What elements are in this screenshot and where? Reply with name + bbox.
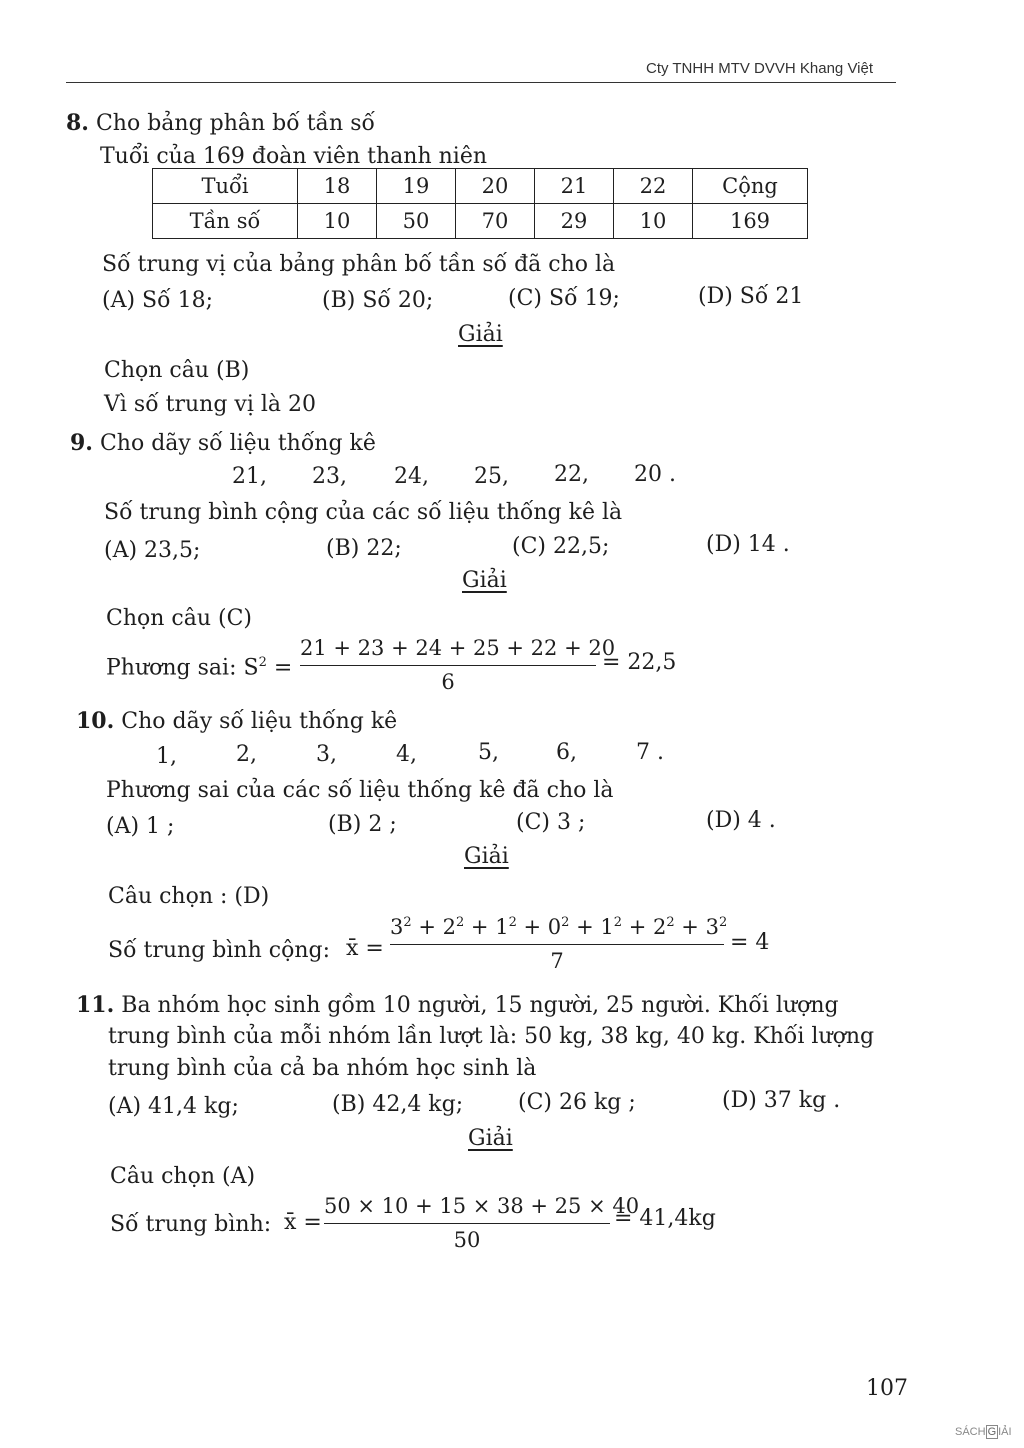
q9-question: Số trung bình cộng của các số liệu thống kê là: [104, 500, 623, 525]
q8-option-a: (A) Số 18;: [102, 288, 213, 313]
q9-value: 25,: [474, 464, 509, 489]
q9-option-a: (A) 23,5;: [104, 538, 201, 563]
q11-line2: trung bình của mỗi nhóm lần lượt là: 50 kg, 38 kg, 40 kg. Khối lượng: [108, 1024, 875, 1049]
q10-solution-heading: Giải: [464, 844, 509, 869]
q9-value: 20 .: [634, 462, 676, 487]
q10-block: [76, 710, 397, 733]
q9-solution-heading: Giải: [462, 568, 507, 593]
q11-result: = 41,4kg: [614, 1206, 716, 1231]
q11-solution-heading: Giải: [468, 1126, 513, 1151]
q8-question: Số trung vị của bảng phân bố tần số đã cho là: [102, 252, 616, 277]
table-cell: Tần số: [153, 204, 298, 239]
q8-option-d: (D) Số 21: [698, 284, 804, 309]
q11-answer: Câu chọn (A): [110, 1164, 256, 1189]
table-cell: 20: [456, 169, 535, 204]
q10-answer: Câu chọn : (D): [108, 884, 270, 909]
table-cell: 50: [377, 204, 456, 239]
table-cell: 169: [693, 204, 808, 239]
q10-intro: Cho dãy số liệu thống kê: [121, 709, 398, 734]
q9-intro: Cho dãy số liệu thống kê: [99, 431, 376, 456]
q9-answer: Chọn câu (C): [106, 606, 253, 631]
table-cell: 21: [535, 169, 614, 204]
q11-formula-label: Số trung bình:: [110, 1212, 272, 1237]
q8-block: [66, 112, 375, 135]
numerator: 50 × 10 + 15 × 38 + 25 × 40: [324, 1194, 640, 1218]
publisher-header: Cty TNHH MTV DVVH Khang Việt: [646, 60, 874, 77]
q9-value: 23,: [312, 464, 347, 489]
q8-number: 8.: [66, 110, 89, 136]
q10-value: 3,: [316, 742, 337, 767]
frequency-table: [152, 168, 808, 239]
q10-result: = 4: [730, 930, 770, 955]
q11-option-c: (C) 26 kg ;: [518, 1090, 636, 1115]
q10-value: 2,: [236, 742, 257, 767]
q9-fraction: [300, 636, 616, 694]
table-cell: 18: [298, 169, 377, 204]
table-cell: Cộng: [693, 169, 808, 204]
q10-fraction: [390, 915, 728, 973]
q9-value: 21,: [232, 464, 267, 489]
exponent: 2: [258, 655, 267, 670]
q9-formula-label: Phương sai: $S^2$ =: [106, 655, 293, 681]
q8-subtitle: Tuổi của 169 đoàn viên thanh niên: [100, 144, 488, 169]
q9-result: = 22,5: [602, 650, 677, 675]
q10-value: 4,: [396, 742, 417, 767]
q8-reason: Vì số trung vị là 20: [104, 392, 317, 417]
table-cell: 10: [614, 204, 693, 239]
q8-option-b: (B) Số 20;: [322, 288, 434, 313]
q10-formula-label: Số trung bình cộng:: [108, 938, 330, 963]
table-cell: 70: [456, 204, 535, 239]
fraction-bar: [324, 1223, 610, 1224]
q9-option-d: (D) 14 .: [706, 532, 790, 557]
q11-number: 11.: [76, 992, 115, 1018]
q11-line1: [76, 994, 839, 1017]
q9-option-b: (B) 22;: [326, 536, 402, 561]
table-row: [153, 204, 808, 239]
q9-value: 22,: [554, 462, 589, 487]
q10-option-a: (A) 1 ;: [106, 814, 175, 839]
table-cell: 22: [614, 169, 693, 204]
logo-text-right: IẢI: [998, 1426, 1012, 1438]
numerator: $3^2 + 2^2 + 1^2 + 0^2 + 1^2 + 2^2 + 3^2$: [390, 915, 728, 939]
table-row: [153, 169, 808, 204]
q8-option-c: (C) Số 19;: [508, 286, 620, 311]
table-cell: 29: [535, 204, 614, 239]
q10-question: Phương sai của các số liệu thống kê đã cho là: [106, 778, 614, 803]
q8-answer: Chọn câu (B): [104, 358, 250, 383]
q11-line3: trung bình của cả ba nhóm học sinh là: [108, 1056, 537, 1081]
q9-block: [70, 432, 376, 455]
q10-value: 6,: [556, 740, 577, 765]
q11-text-line1: Ba nhóm học sinh gồm 10 người, 15 người, 25 người. Khối lượng: [121, 993, 839, 1018]
q8-solution-heading: Giải: [458, 322, 503, 347]
numerator: 21 + 23 + 24 + 25 + 22 + 20: [300, 636, 616, 660]
q10-option-b: (B) 2 ;: [328, 812, 397, 837]
q9-value: 24,: [394, 464, 429, 489]
site-logo: [955, 1426, 1012, 1438]
q11-option-d: (D) 37 kg .: [722, 1088, 841, 1113]
q10-option-d: (D) 4 .: [706, 808, 776, 833]
header-rule: [66, 82, 896, 83]
q11-option-a: (A) 41,4 kg;: [108, 1094, 239, 1119]
q11-option-b: (B) 42,4 kg;: [332, 1092, 464, 1117]
q9-number: 9.: [70, 430, 93, 456]
table-cell: Tuổi: [153, 169, 298, 204]
denominator: 7: [550, 949, 564, 973]
table-cell: 19: [377, 169, 456, 204]
q10-value: 1,: [156, 744, 177, 769]
q10-number: 10.: [76, 708, 115, 734]
page-number: 107: [866, 1376, 908, 1401]
q10-option-c: (C) 3 ;: [516, 810, 586, 835]
q10-value: 7 .: [636, 740, 664, 765]
q9-option-c: (C) 22,5;: [512, 534, 610, 559]
logo-text-left: SÁCH: [955, 1426, 986, 1438]
q8-intro: Cho bảng phân bố tần số: [95, 111, 375, 136]
table-cell: 10: [298, 204, 377, 239]
fraction-bar: [390, 944, 724, 945]
denominator: 50: [453, 1228, 481, 1252]
q11-fraction: [324, 1194, 640, 1252]
denominator: 6: [441, 670, 455, 694]
q10-value: 5,: [478, 740, 499, 765]
q11-xbar: x̄ =: [284, 1210, 322, 1235]
logo-box: G: [987, 1426, 997, 1438]
q10-xbar: x̄ =: [346, 936, 384, 961]
fraction-bar: [300, 665, 596, 666]
formula-label-text: Phương sai: S: [106, 655, 259, 681]
